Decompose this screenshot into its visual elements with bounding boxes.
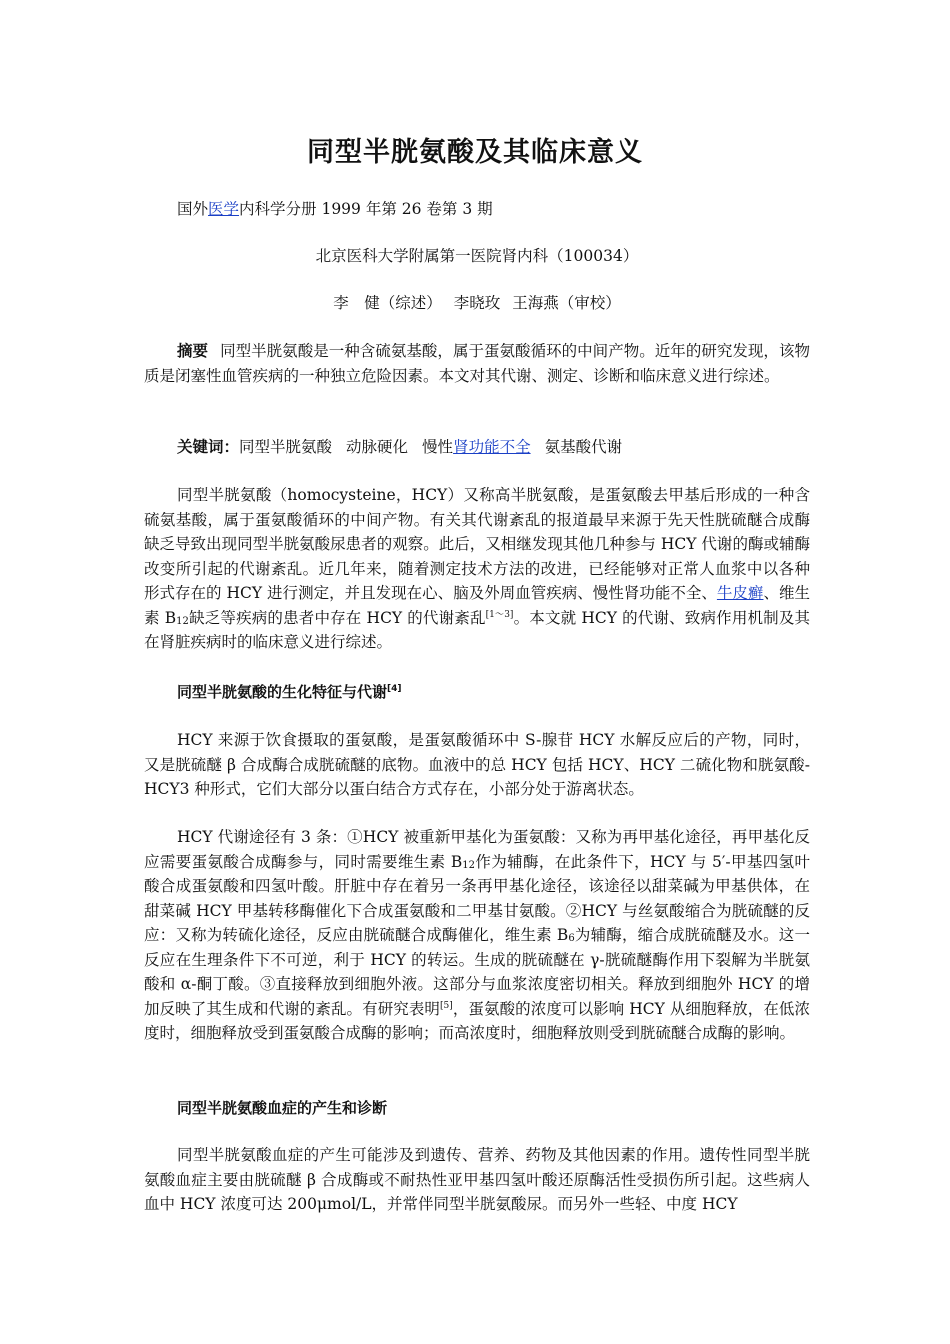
source-line bbox=[144, 197, 810, 222]
s1p2-subscript-1: 12 bbox=[462, 859, 475, 871]
keywords bbox=[144, 435, 810, 460]
source-suffix: 内科学分册 1999 年第 26 卷第 3 期 bbox=[239, 200, 493, 218]
renal-insufficiency-link[interactable]: 肾功能不全 bbox=[453, 438, 531, 456]
intro-text-1: 同型半胱氨酸（homocysteine，HCY）又称高半胱氨酸，是蛋氨酸去甲基后形成的一种含硫氨基酸，属于蛋氨酸循环的中间产物。有关其代谢紊乱的报道最早来源于先天性胱硫醚合成酶缺乏导致出现同型半胱氨酸尿患者的观察。此后，又相继发现其他几种参与 HCY 代谢的酶或辅酶改变所引起的代谢紊乱。近几年来，随着测定技术方法的改进，已经能够对正常人血浆中以各种形式存在的 HCY 进行测定，并且发现在心、脑及外周血管疾病、慢性肾功能不全、 bbox=[144, 486, 810, 602]
section-1-citation: [4] bbox=[387, 684, 402, 694]
intro-paragraph bbox=[144, 483, 810, 655]
keyword-2: 动脉硬化 bbox=[346, 438, 409, 456]
section-1-heading bbox=[144, 680, 810, 705]
section-1-paragraph-2 bbox=[144, 825, 810, 1046]
source-prefix: 国外 bbox=[177, 200, 209, 218]
intro-text-2: 、维生素 B bbox=[144, 584, 810, 627]
keyword-4: 氨基酸代谢 bbox=[544, 438, 623, 456]
abstract bbox=[144, 339, 810, 388]
keyword-1: 同型半胱氨酸 bbox=[239, 438, 333, 456]
intro-text-3: 缺乏等疾病的患者中存在 HCY 的代谢紊乱 bbox=[188, 608, 486, 627]
intro-citation: [1～3] bbox=[485, 609, 514, 620]
s1p2-text-b: 作为辅酶，在此条件下，HCY 与 5′-甲基四氢叶酸合成蛋氨酸和四氢叶酸。肝脏中存在着另一条再甲基化途径，该途径以甜菜碱为甲基供体，在甜菜碱 HCY 甲基转移酶催化下合成蛋氨酸和二甲基甘氨酸。②HCY 与丝氨酸缩合为胱硫醚的反应：又称为转硫化途径，反应由胱硫醚合成酶催化，维生素 B bbox=[144, 852, 810, 944]
s1p2-subscript-2: 6 bbox=[568, 933, 575, 944]
psoriasis-link[interactable]: 牛皮癣 bbox=[716, 584, 764, 602]
s1p2-text-d: ，蛋氨酸的浓度可以影响 HCY 从细胞释放，在低浓度时，细胞释放受到蛋氨酸合成酶的影响；而高浓度时，细胞释放则受到胱硫醚合成酶的影响。 bbox=[144, 999, 810, 1042]
intro-text-4: 。本文就 HCY 的代谢、致病作用机制及其在肾脏疾病时的临床意义进行综述。 bbox=[144, 608, 810, 651]
s1p2-text-a: HCY 代谢途径有 3 条：①HCY 被重新甲基化为蛋氨酸：又称为再甲基化途径，再甲基化反应需要蛋氨酸合成酶参与，同时需要维生素 B bbox=[144, 828, 810, 871]
keyword-3-prefix: 慢性 bbox=[422, 438, 454, 456]
author-2: 李晓玫 bbox=[453, 294, 501, 312]
s1p2-citation: [5] bbox=[440, 1000, 453, 1011]
authors bbox=[144, 291, 810, 316]
section-2-paragraph-1: 同型半胱氨酸血症的产生可能涉及到遗传、营养、药物及其他因素的作用。遗传性同型半胱氨酸血症主要由胱硫醚 β 合成酶或不耐热性亚甲基四氢叶酸还原酶活性受损伤所引起。这些病人血中 HCY 浓度可达 200μmol/L，并常伴同型半胱氨酸尿。而另外一些轻、中度 HCY bbox=[144, 1146, 810, 1213]
affiliation: 北京医科大学附属第一医院肾内科（100034） bbox=[315, 247, 639, 265]
abstract-label: 摘要 bbox=[177, 342, 209, 360]
article-title: 同型半胱氨酸及其临床意义 bbox=[307, 137, 643, 168]
section-1-paragraph-1: HCY 来源于饮食摄取的蛋氨酸，是蛋氨酸循环中 S-腺苷 HCY 水解反应后的产物，同时，又是胱硫醚 β 合成酶合成胱硫醚的底物。血液中的总 HCY 包括 HCY、HCY 二硫化物和胱氨酸-HCY3 种形式，它们大部分以蛋白结合方式存在，小部分处于游离状态。 bbox=[144, 731, 810, 798]
keywords-label: 关键词： bbox=[177, 438, 240, 456]
intro-subscript: 12 bbox=[176, 615, 189, 627]
author-1: 李 健（综述） bbox=[333, 294, 442, 312]
medicine-link[interactable]: 医学 bbox=[208, 200, 240, 218]
s1p2-text-c: 为辅酶，缩合成胱硫醚及水。这一反应在生理条件下不可逆，利于 HCY 的转运。生成的胱硫醚在 γ-胱硫醚酶作用下裂解为半胱氨酸和 α-酮丁酸。③直接释放到细胞外液。这部分与血浆浓度密切相关。释放到细胞外 HCY 的增加反映了其生成和代谢的紊乱。有研究表明 bbox=[144, 926, 810, 1018]
abstract-text: 同型半胱氨酸是一种含硫氨基酸，属于蛋氨酸循环的中间产物。近年的研究发现，该物质是闭塞性血管疾病的一种独立危险因素。本文对其代谢、测定、诊断和临床意义进行综述。 bbox=[144, 342, 810, 385]
section-2-heading: 同型半胱氨酸血症的产生和诊断 bbox=[177, 1099, 388, 1117]
section-1-title: 同型半胱氨酸的生化特征与代谢 bbox=[177, 683, 388, 701]
author-3: 王海燕（审校） bbox=[512, 294, 621, 312]
